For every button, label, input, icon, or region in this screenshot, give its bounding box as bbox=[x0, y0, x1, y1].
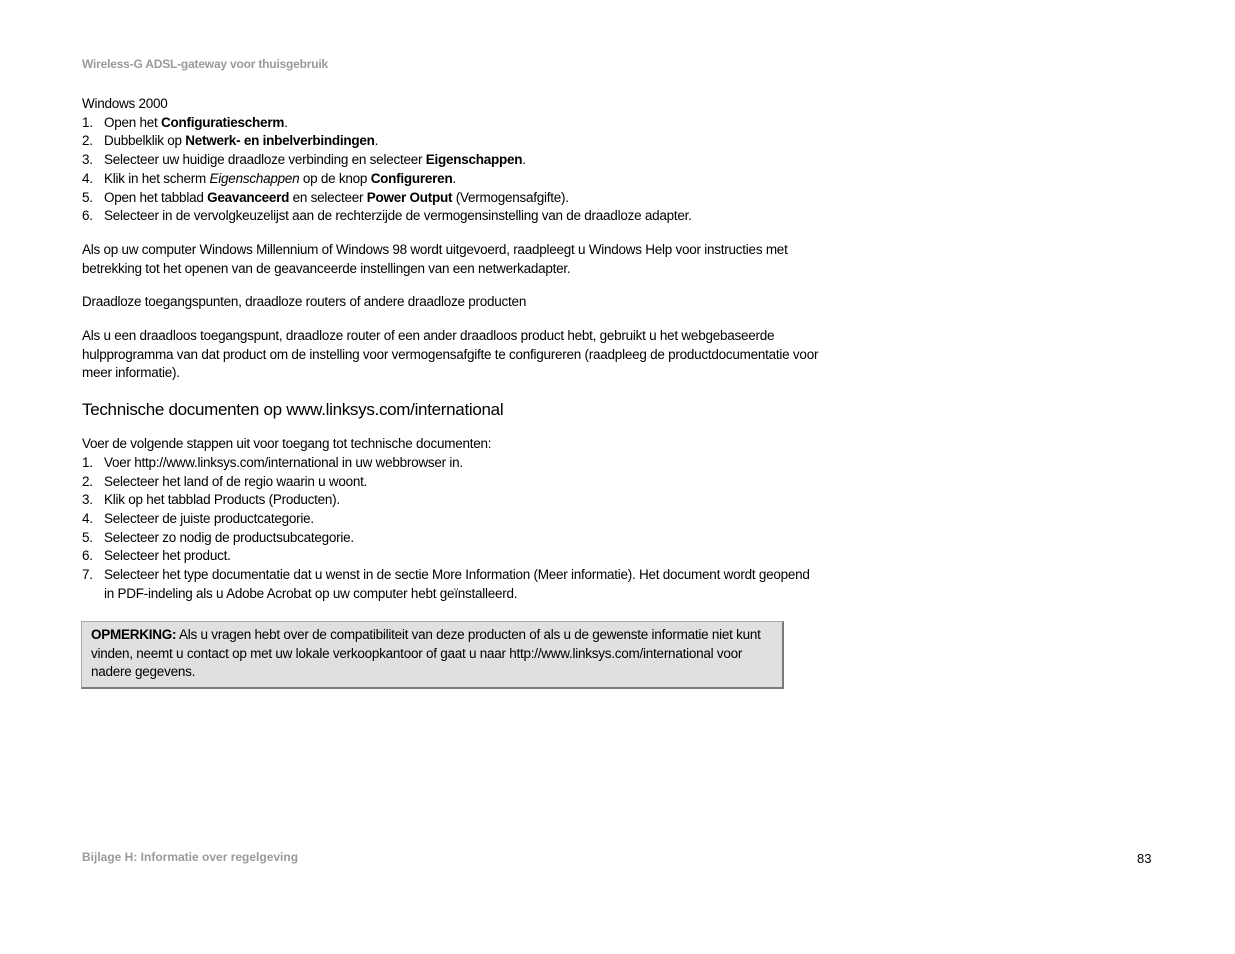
step-text: Klik op het tabblad Products (Producten). bbox=[104, 492, 340, 508]
step-number: 5. bbox=[82, 189, 93, 205]
tech-docs-step bbox=[82, 510, 822, 529]
step-number: 3. bbox=[82, 492, 93, 508]
step-text: Selecteer de juiste productcategorie. bbox=[104, 510, 314, 526]
tech-docs-step bbox=[82, 473, 822, 492]
windows-2000-step bbox=[82, 132, 822, 151]
windows-2000-heading: Windows 2000 bbox=[82, 96, 168, 111]
tech-docs-intro: Voer de volgende stappen uit voor toegang tot technische documenten: bbox=[82, 436, 492, 452]
step-text: . bbox=[452, 170, 456, 186]
step-text: Open het tabblad bbox=[104, 189, 208, 205]
step-text: Selecteer het land of de regio waarin u woont. bbox=[104, 473, 368, 489]
step-text: . bbox=[284, 114, 288, 130]
step-number: 4. bbox=[82, 170, 93, 186]
step-text: Selecteer het product. bbox=[104, 548, 231, 564]
step-text: Selecteer zo nodig de productsubcategorie. bbox=[104, 529, 354, 545]
step-text: Netwerk- en inbelverbindingen bbox=[185, 133, 375, 149]
main-content bbox=[82, 95, 822, 603]
millennium-paragraph: Als op uw computer Windows Millennium of Windows 98 wordt uitgevoerd, raadpleegt u Windows Help voor instructies met betrekking tot het openen van de geavanceerde instellingen van een netwerkadapter. bbox=[82, 241, 788, 276]
step-text: . bbox=[374, 133, 379, 149]
step-number: 1. bbox=[82, 114, 93, 130]
windows-2000-step bbox=[82, 151, 822, 170]
windows-2000-step bbox=[82, 170, 822, 189]
step-text: Voer http://www.linksys.com/international in uw webbrowser in. bbox=[104, 454, 463, 470]
tech-docs-step bbox=[82, 529, 822, 548]
tech-docs-title: Technische documenten op www.linksys.com/international bbox=[82, 400, 504, 420]
step-number: 2. bbox=[82, 133, 93, 149]
step-text: Selecteer het type documentatie dat u wenst in de sectie More Information (Meer informatie). Het document wordt geopend in PDF-indeling als u Adobe Acrobat op uw computer hebt geïnstalleerd. bbox=[104, 567, 810, 601]
step-text: Configureren bbox=[370, 170, 453, 186]
step-text: Dubbelklik op bbox=[104, 133, 186, 149]
windows-2000-step bbox=[82, 207, 822, 226]
tech-docs-step bbox=[82, 566, 822, 603]
step-text: Power Output bbox=[366, 189, 453, 205]
note-text: Als u vragen hebt over de compatibiliteit van deze producten of als u de gewenste informatie niet kunt vinden, neemt u contact op met uw lokale verkoopkantoor of gaat u naar http://www.linksys.com/international voor nadere gegevens. bbox=[91, 627, 761, 680]
devices-subheading: Draadloze toegangspunten, draadloze routers of andere draadloze producten bbox=[82, 294, 527, 310]
step-text: (Vermogensafgifte). bbox=[452, 189, 569, 205]
page-number: 83 bbox=[1137, 851, 1152, 866]
step-text: Eigenschappen bbox=[209, 170, 300, 186]
tech-docs-step bbox=[82, 454, 822, 473]
step-text: . bbox=[522, 152, 526, 168]
step-text: op de knop bbox=[299, 170, 371, 186]
devices-paragraph: Als u een draadloos toegangspunt, draadloze router of een ander draadloos product hebt, gebruikt u het webgebaseerde hulpprogramma van dat product om de instelling voor vermogensafgifte te configureren (raadpleeg de productdocumentatie voor meer informatie). bbox=[82, 328, 819, 381]
step-text: Open het bbox=[104, 114, 162, 130]
step-number: 3. bbox=[82, 152, 93, 168]
step-text: Selecteer in de vervolgkeuzelijst aan de rechterzijde de vermogensinstelling van de draadloze adapter. bbox=[104, 208, 692, 224]
step-text: Geavanceerd bbox=[207, 189, 290, 205]
step-number: 1. bbox=[82, 454, 93, 470]
note-label: OPMERKING: bbox=[91, 627, 177, 642]
tech-docs-step bbox=[82, 491, 822, 510]
tech-docs-step bbox=[82, 547, 822, 566]
windows-2000-step bbox=[82, 114, 822, 133]
step-text: Klik in het scherm bbox=[104, 170, 210, 186]
footer-section: Bijlage H: Informatie over regelgeving bbox=[82, 850, 299, 864]
step-number: 6. bbox=[82, 208, 93, 224]
step-text: Selecteer uw huidige draadloze verbinding en selecteer bbox=[104, 152, 426, 168]
step-text: Configuratiescherm bbox=[161, 114, 285, 130]
windows-2000-step bbox=[82, 189, 822, 208]
windows-2000-steps bbox=[82, 114, 822, 226]
step-number: 6. bbox=[82, 548, 93, 564]
running-header: Wireless-G ADSL-gateway voor thuisgebruik bbox=[82, 57, 328, 71]
step-text: Eigenschappen bbox=[425, 152, 523, 168]
note-box bbox=[81, 621, 784, 689]
step-text: en selecteer bbox=[289, 189, 367, 205]
step-number: 5. bbox=[82, 529, 93, 545]
step-number: 4. bbox=[82, 510, 93, 526]
step-number: 2. bbox=[82, 473, 93, 489]
tech-docs-steps bbox=[82, 454, 822, 604]
step-number: 7. bbox=[82, 567, 93, 583]
